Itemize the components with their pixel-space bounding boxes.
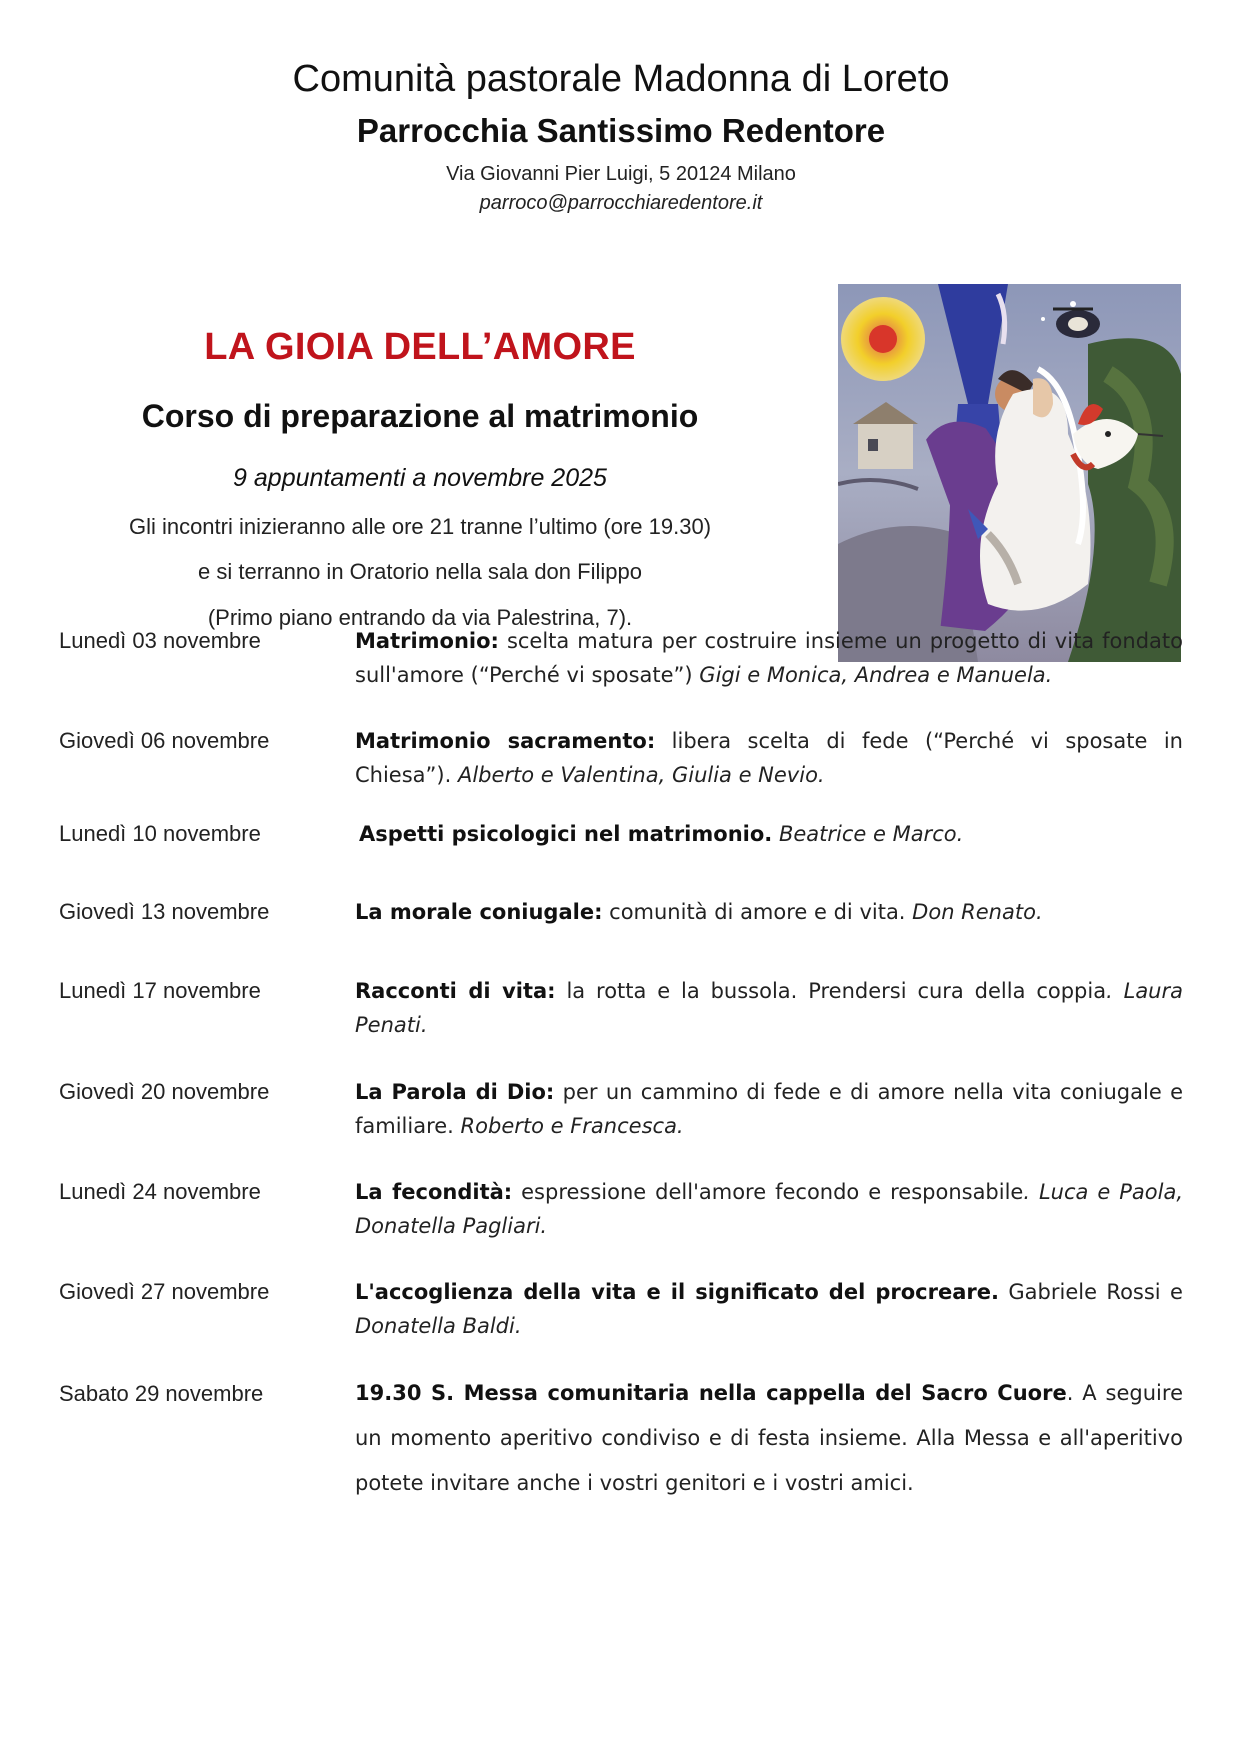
- schedule-text: Gabriele Rossi e: [998, 1280, 1183, 1304]
- course-subtitle: Corso di preparazione al matrimonio: [141, 398, 699, 434]
- schedule-day: Lunedì 03 novembre: [59, 628, 261, 653]
- schedule-topic: La Parola di Dio:: [355, 1080, 555, 1104]
- schedule-topic: La morale coniugale:: [355, 900, 603, 924]
- schedule-topic: Matrimonio sacramento:: [355, 729, 656, 753]
- schedule-speakers: Beatrice e Marco.: [778, 822, 964, 846]
- schedule-text: la rotta e la bussola. Prendersi cura della coppia: [555, 979, 1107, 1003]
- schedule-day: Lunedì 24 novembre: [59, 1179, 261, 1204]
- schedule-speakers: Don Renato.: [912, 900, 1043, 924]
- schedule-speakers: Donatella Baldi.: [355, 1314, 522, 1338]
- schedule-description: [355, 1075, 1183, 1143]
- parish-address: Via Giovanni Pier Luigi, 5 20124 Milano: [446, 163, 796, 185]
- schedule-description: [355, 624, 1183, 692]
- schedule-speakers: . Luca e Paola, Donatella Pagliari.: [355, 1180, 1183, 1238]
- schedule-topic: 19.30 S. Messa comunitaria nella cappella del Sacro Cuore: [355, 1381, 1067, 1405]
- schedule-speakers: Alberto e Valentina, Giulia e Nevio.: [457, 763, 825, 787]
- schedule-description: [355, 895, 1183, 929]
- schedule-speakers: . Laura Penati.: [355, 979, 1183, 1037]
- schedule-topic: Racconti di vita:: [355, 979, 556, 1003]
- schedule-text: . A seguire un momento aperitivo condiviso e di festa insieme. Alla Messa e all'aperitivo potete invitare anche i vostri genitori e i vostri amici.: [355, 1381, 1183, 1495]
- course-info-directions: (Primo piano entrando da via Palestrina, 7).: [207, 605, 633, 630]
- schedule-topic: Matrimonio:: [355, 629, 499, 653]
- schedule-description: [355, 724, 1183, 792]
- schedule-day: Giovedì 06 novembre: [59, 728, 270, 753]
- schedule-day: Giovedì 20 novembre: [59, 1079, 270, 1104]
- schedule-topic: L'accoglienza della vita e il significato del procreare.: [355, 1280, 999, 1304]
- schedule-topic: Aspetti psicologici nel matrimonio.: [359, 822, 773, 846]
- schedule-speakers: Roberto e Francesca.: [460, 1114, 684, 1138]
- couple-painting-image: [838, 284, 1181, 662]
- schedule-description: [355, 1175, 1183, 1243]
- schedule-description: [359, 817, 1187, 851]
- parish-email-link[interactable]: parroco@parrocchiaredentore.it: [479, 192, 763, 214]
- community-name: Comunità pastorale Madonna di Loreto: [292, 58, 950, 100]
- schedule-text: espressione dell'amore fecondo e responsabile: [512, 1180, 1024, 1204]
- schedule-description: [355, 1371, 1183, 1506]
- schedule-text: scelta matura per costruire insieme un progetto di vita fondato sull'amore (“Perché vi sposate”): [355, 629, 1183, 687]
- schedule-text: comunità di amore e di vita.: [602, 900, 913, 924]
- schedule-day: Sabato 29 novembre: [59, 1381, 264, 1406]
- schedule-day: Lunedì 17 novembre: [59, 978, 261, 1003]
- schedule-text: libera scelta di fede (“Perché vi sposate in Chiesa”).: [355, 729, 1183, 787]
- schedule-day: Lunedì 10 novembre: [59, 821, 261, 846]
- course-title: LA GIOIA DELL’AMORE: [204, 326, 636, 368]
- schedule-topic: La fecondità:: [355, 1180, 513, 1204]
- schedule-description: [355, 1275, 1183, 1343]
- course-info-time: Gli incontri inizieranno alle ore 21 tranne l’ultimo (ore 19.30): [128, 514, 712, 539]
- course-info-place: e si terranno in Oratorio nella sala don Filippo: [198, 559, 642, 584]
- schedule-day: Giovedì 27 novembre: [59, 1279, 270, 1304]
- schedule-speakers: Gigi e Monica, Andrea e Manuela.: [699, 663, 1053, 687]
- parish-name: Parrocchia Santissimo Redentore: [356, 112, 886, 149]
- course-dates: 9 appuntamenti a novembre 2025: [233, 464, 607, 492]
- schedule-text: [772, 822, 779, 846]
- schedule-day: Giovedì 13 novembre: [59, 899, 270, 924]
- schedule-description: [355, 974, 1183, 1042]
- schedule-text: per un cammino di fede e di amore nella vita coniugale e familiare.: [355, 1080, 1184, 1138]
